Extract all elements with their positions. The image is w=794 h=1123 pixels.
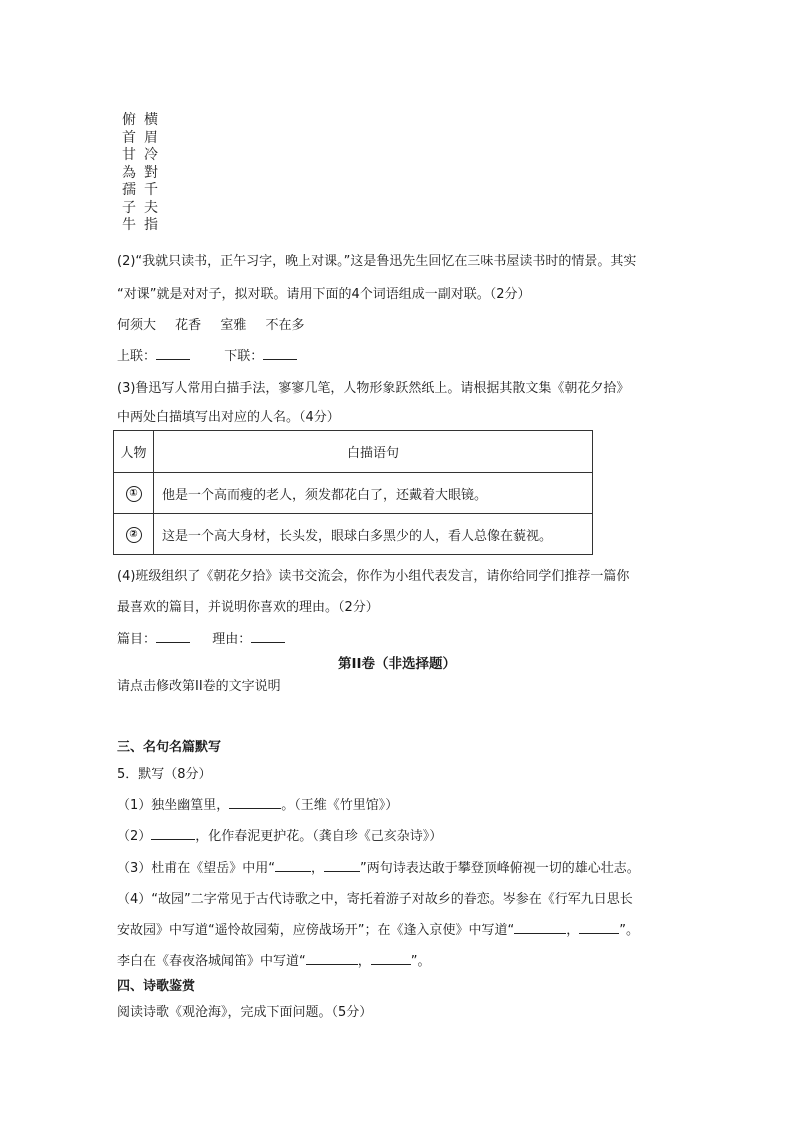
table-row: [114, 473, 593, 514]
q5-item3-blank-a[interactable]: [275, 859, 311, 872]
q2-line2: “对课”就是对对子，拟对联。请用下面的4个词语组成一副对联。（2分）: [117, 287, 531, 302]
table-row: [114, 514, 593, 555]
row-description: 他是一个高而瘦的老人，须发都花白了，还戴着大眼镜。: [154, 473, 593, 514]
header-description: 白描语句: [154, 431, 593, 473]
essay-title-blank[interactable]: [156, 630, 190, 643]
q5-item4-blank-a[interactable]: [514, 921, 566, 934]
q2-option: 室雅: [220, 318, 247, 333]
part2-title: 第II卷（非选择题）: [337, 656, 457, 672]
q5-item3: （3）杜甫在《望岳》中用“ ， ”两句诗表达敢于攀登顶峰俯视一切的雄心壮志。: [117, 861, 640, 876]
couplet-right-column: 横 眉 冷 對 千 夫 指: [144, 112, 158, 233]
q5-item4-blank-d[interactable]: [371, 952, 411, 965]
upper-couplet-label: 上联：: [117, 349, 157, 364]
q2-option: 不在多: [265, 318, 305, 333]
q5-item3-blank-b[interactable]: [324, 859, 360, 872]
section4-heading: 四、诗歌鉴赏: [117, 979, 196, 994]
row-description: 这是一个高大身材，长头发，眼球白多黑少的人，看人总像在藐视。: [154, 514, 593, 555]
couplet-calligraphy: [122, 112, 158, 235]
section3-heading: 三、名句名篇默写: [117, 740, 222, 755]
lower-couplet-label: 下联：: [224, 349, 264, 364]
table-header-row: [114, 431, 593, 473]
q5-item1-blank[interactable]: [229, 796, 281, 809]
q4-line1: (4)班级组织了《朝花夕拾》读书交流会，你作为小组代表发言，请你给同学们推荐一篇你: [117, 569, 630, 584]
q5-item4-line2: 安故园》中写道“遥怜故园菊，应傍战场开”；在《逢入京使》中写道“ ， ”。: [117, 923, 639, 938]
section4-intro: 阅读诗歌《观沧海》，完成下面问题。（5分）: [117, 1005, 373, 1020]
q5-title: 5．默写（8分）: [117, 767, 212, 782]
q3-line2: 中两处白描填写出对应的人名。（4分）: [117, 410, 340, 425]
q2-line1: (2)“我就只读书，正午习字，晚上对课。”这是鲁迅先生回忆在三味书屋读书时的情景。其实: [117, 254, 637, 269]
q5-item1: （1）独坐幽篁里， 。（王维《竹里馆》）: [117, 798, 399, 813]
reason-label: 理由：: [212, 632, 252, 647]
row-id-cell[interactable]: [114, 514, 154, 555]
q5-item4-blank-c[interactable]: [306, 952, 358, 965]
circled-number: ①: [126, 486, 142, 502]
header-character: 人物: [114, 431, 154, 473]
q2-option: 何须大: [117, 318, 157, 333]
q4-line2: 最喜欢的篇目，并说明你喜欢的理由。（2分）: [117, 600, 379, 615]
q4-answer-line: [117, 628, 285, 647]
q5-item2-blank[interactable]: [151, 827, 195, 840]
q2-answer-line: [117, 345, 297, 364]
upper-couplet-blank[interactable]: [156, 347, 190, 360]
lower-couplet-blank[interactable]: [263, 347, 297, 360]
q5-item4-line1: （4）“故园”二字常见于古代诗歌之中，寄托着游子对故乡的眷恋。岑参在《行军九日思长: [117, 892, 633, 907]
row-id-cell[interactable]: [114, 473, 154, 514]
q5-item2: （2） ，化作春泥更护花。（龚自珍《己亥杂诗》）: [117, 829, 443, 844]
circled-number: ②: [126, 527, 142, 543]
character-description-table: [113, 430, 593, 555]
part2-note[interactable]: 请点击修改第II卷的文字说明: [117, 679, 281, 694]
reason-blank[interactable]: [251, 630, 285, 643]
q5-item4-line3: 李白在《春夜洛城闻笛》中写道“ ， ”。: [117, 954, 431, 969]
q2-options: [117, 314, 304, 333]
essay-title-label: 篇目：: [117, 632, 157, 647]
couplet-left-column: 俯 首 甘 為 孺 子 牛: [122, 112, 136, 233]
q2-option: 花香: [175, 318, 202, 333]
q3-line1: (3)鲁迅写人常用白描手法，寥寥几笔，人物形象跃然纸上。请根据其散文集《朝花夕拾》: [117, 381, 630, 396]
q5-item4-blank-b[interactable]: [579, 921, 619, 934]
